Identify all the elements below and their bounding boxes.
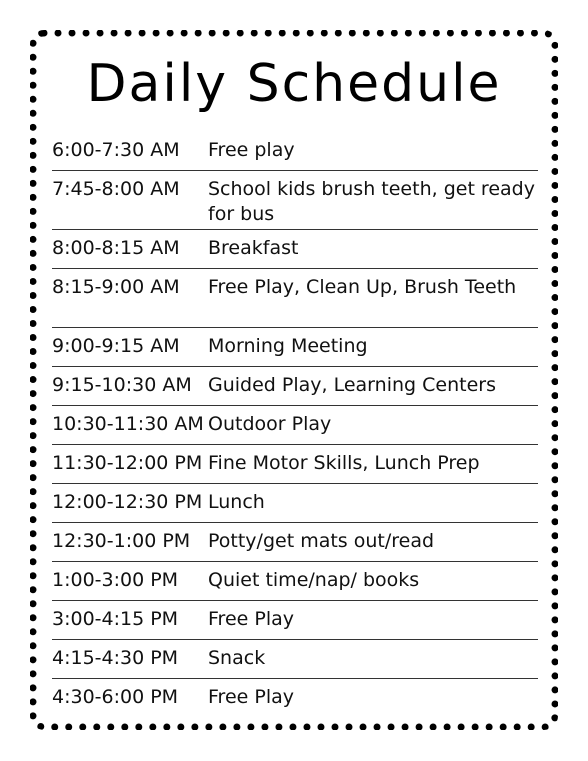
page-title: Daily Schedule [86, 54, 502, 114]
schedule-activity: Free Play [208, 686, 294, 708]
schedule-row [52, 406, 538, 445]
schedule-activity: Potty/get mats out/read [208, 530, 435, 552]
schedule-time: 10:30-11:30 AM [52, 413, 204, 435]
schedule-row [52, 367, 538, 406]
schedule-time: 11:30-12:00 PM [52, 452, 203, 474]
schedule-activity: School kids brush teeth, get ready for bus [208, 178, 535, 225]
schedule-activity: Breakfast [208, 237, 299, 259]
schedule-table [52, 132, 538, 718]
schedule-row [52, 523, 538, 562]
schedule-row [52, 171, 538, 230]
schedule-row [52, 562, 538, 601]
schedule-time: 1:00-3:00 PM [52, 569, 179, 591]
schedule-time: 4:30-6:00 PM [52, 686, 179, 708]
schedule-activity: Free Play, Clean Up, Brush Teeth [208, 276, 517, 298]
schedule-activity: Lunch [208, 491, 265, 513]
schedule-activity: Guided Play, Learning Centers [208, 374, 496, 396]
schedule-activity: Outdoor Play [208, 413, 332, 435]
schedule-time: 12:30-1:00 PM [52, 530, 191, 552]
schedule-time: 12:00-12:30 PM [52, 491, 203, 513]
schedule-row [52, 445, 538, 484]
schedule-row [52, 601, 538, 640]
schedule-time: 9:15-10:30 AM [52, 374, 192, 396]
schedule-row [52, 484, 538, 523]
schedule-row [52, 132, 538, 171]
schedule-activity: Quiet time/nap/ books [208, 569, 420, 591]
schedule-activity: Fine Motor Skills, Lunch Prep [208, 452, 480, 474]
schedule-activity: Free Play [208, 608, 294, 630]
schedule-activity: Morning Meeting [208, 335, 368, 357]
schedule-time: 9:00-9:15 AM [52, 335, 180, 357]
schedule-time: 3:00-4:15 PM [52, 608, 179, 630]
schedule-time: 8:15-9:00 AM [52, 276, 180, 298]
schedule-row [52, 230, 538, 269]
schedule-activity: Snack [208, 647, 266, 669]
schedule-activity: Free play [208, 139, 295, 161]
schedule-time: 4:15-4:30 PM [52, 647, 179, 669]
schedule-row [52, 328, 538, 367]
schedule-row [52, 640, 538, 679]
schedule-row [52, 679, 538, 718]
schedule-time: 7:45-8:00 AM [52, 178, 180, 200]
schedule-time: 8:00-8:15 AM [52, 237, 180, 259]
schedule-row [52, 269, 538, 328]
schedule-time: 6:00-7:30 AM [52, 139, 180, 161]
